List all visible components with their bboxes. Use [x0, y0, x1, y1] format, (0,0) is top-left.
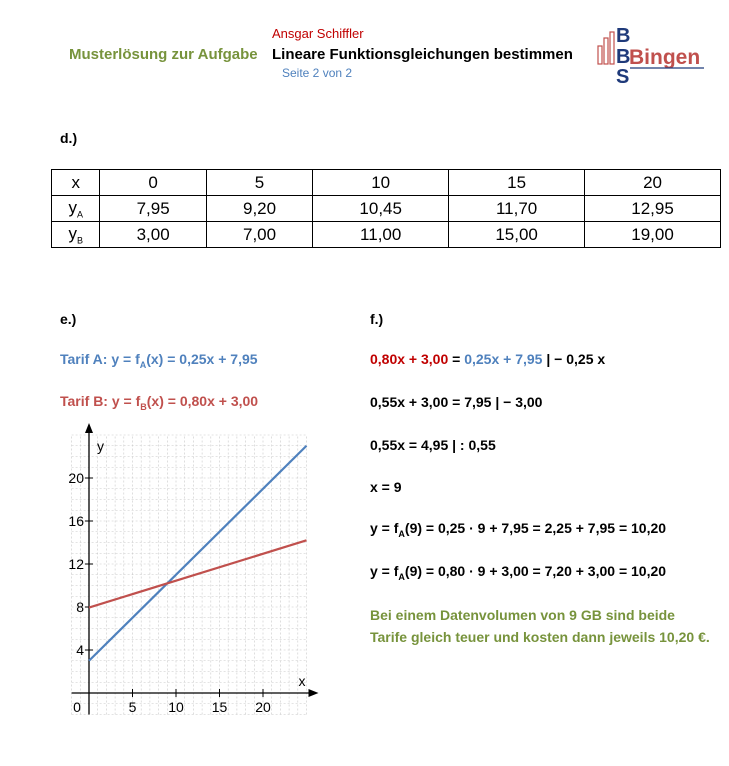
x-axis-label: x: [298, 673, 306, 689]
table-cell: 3,00: [100, 222, 206, 248]
author-name: Ansgar Schiffler: [272, 26, 364, 41]
svg-text:B: B: [616, 25, 631, 47]
equation-line-6: $y = f_A(9) = 0,80 \cdot 9 + 3,00 = 7,20 + 3,00 = 10,20$: [370, 563, 667, 582]
y-tick-label: 8: [76, 599, 84, 615]
table-cell: 15: [449, 170, 585, 196]
table-cell: $y_B$: [52, 222, 100, 248]
equation-line-1: 0,80x + 3,00 = 0,25x + 7,95 | − 0,25 x: [370, 351, 606, 367]
section-f-label: f.): [370, 311, 384, 327]
table-cell: 10,45: [313, 196, 449, 222]
equation-line-2: 0,55x + 3,00 = 7,95 | − 3,00: [370, 394, 543, 410]
table-cell: 11,70: [449, 196, 585, 222]
section-e-label: e.): [60, 311, 77, 327]
equation-line-5: $y = f_A(9) = 0,25 \cdot 9 + 7,95 = 2,25 + 7,95 = 10,20$: [370, 520, 667, 539]
y-tick-label: 4: [76, 642, 84, 658]
x-tick-label: 20: [255, 699, 271, 715]
tarif-b-equation: Tarif B: $y = f_B(x) = 0,80x + 3,00$: [60, 393, 259, 412]
page-title: Lineare Funktionsgleichungen bestimmen: [272, 46, 573, 63]
x-tick-label: 10: [168, 699, 184, 715]
x-tick-label: 0: [73, 699, 81, 715]
series-line-blue: [89, 446, 307, 661]
table-cell: 10: [313, 170, 449, 196]
table-cell: x: [52, 170, 100, 196]
svg-text:B: B: [616, 46, 631, 68]
page-number: Seite 2 von 2: [282, 66, 353, 80]
x-tick-label: 5: [128, 699, 137, 715]
table-cell: 7,95: [100, 196, 206, 222]
equation-line-4: x = 9: [370, 479, 402, 495]
svg-text:Bingen: Bingen: [629, 46, 701, 69]
table-cell: 11,00: [313, 222, 449, 248]
svg-text:S: S: [616, 66, 630, 86]
table-cell: 9,20: [206, 196, 312, 222]
y-tick-label: 20: [68, 470, 84, 486]
table-cell: 15,00: [449, 222, 585, 248]
conclusion-text: Bei einem Datenvolumen von 9 GB sind beide Tarife gleich teuer und kosten dann jeweils 10,20 €.: [370, 607, 710, 645]
table-cell: 7,00: [206, 222, 312, 248]
table-cell: 5: [206, 170, 312, 196]
tarif-a-equation: Tarif A: $y = f_A(x) = 0,25x + 7,95$: [60, 351, 258, 370]
x-tick-label: 15: [211, 699, 228, 715]
table-cell: 19,00: [585, 222, 721, 248]
table-cell: $y_A$: [52, 196, 100, 222]
table-cell: 12,95: [585, 196, 721, 222]
table-cell: 0: [100, 170, 206, 196]
solution-label: Musterlösung zur Aufgabe: [69, 46, 258, 63]
table-cell: 20: [585, 170, 721, 196]
y-axis-arrow: [85, 423, 93, 433]
series-line-red: [89, 540, 307, 607]
y-tick-label: 16: [68, 513, 84, 529]
x-axis-arrow: [309, 689, 319, 697]
y-axis-label: y: [97, 438, 104, 454]
equation-line-3: 0,55x = 4,95 | : 0,55: [370, 437, 496, 453]
y-tick-label: 12: [68, 556, 84, 572]
section-d-label: d.): [60, 130, 78, 146]
